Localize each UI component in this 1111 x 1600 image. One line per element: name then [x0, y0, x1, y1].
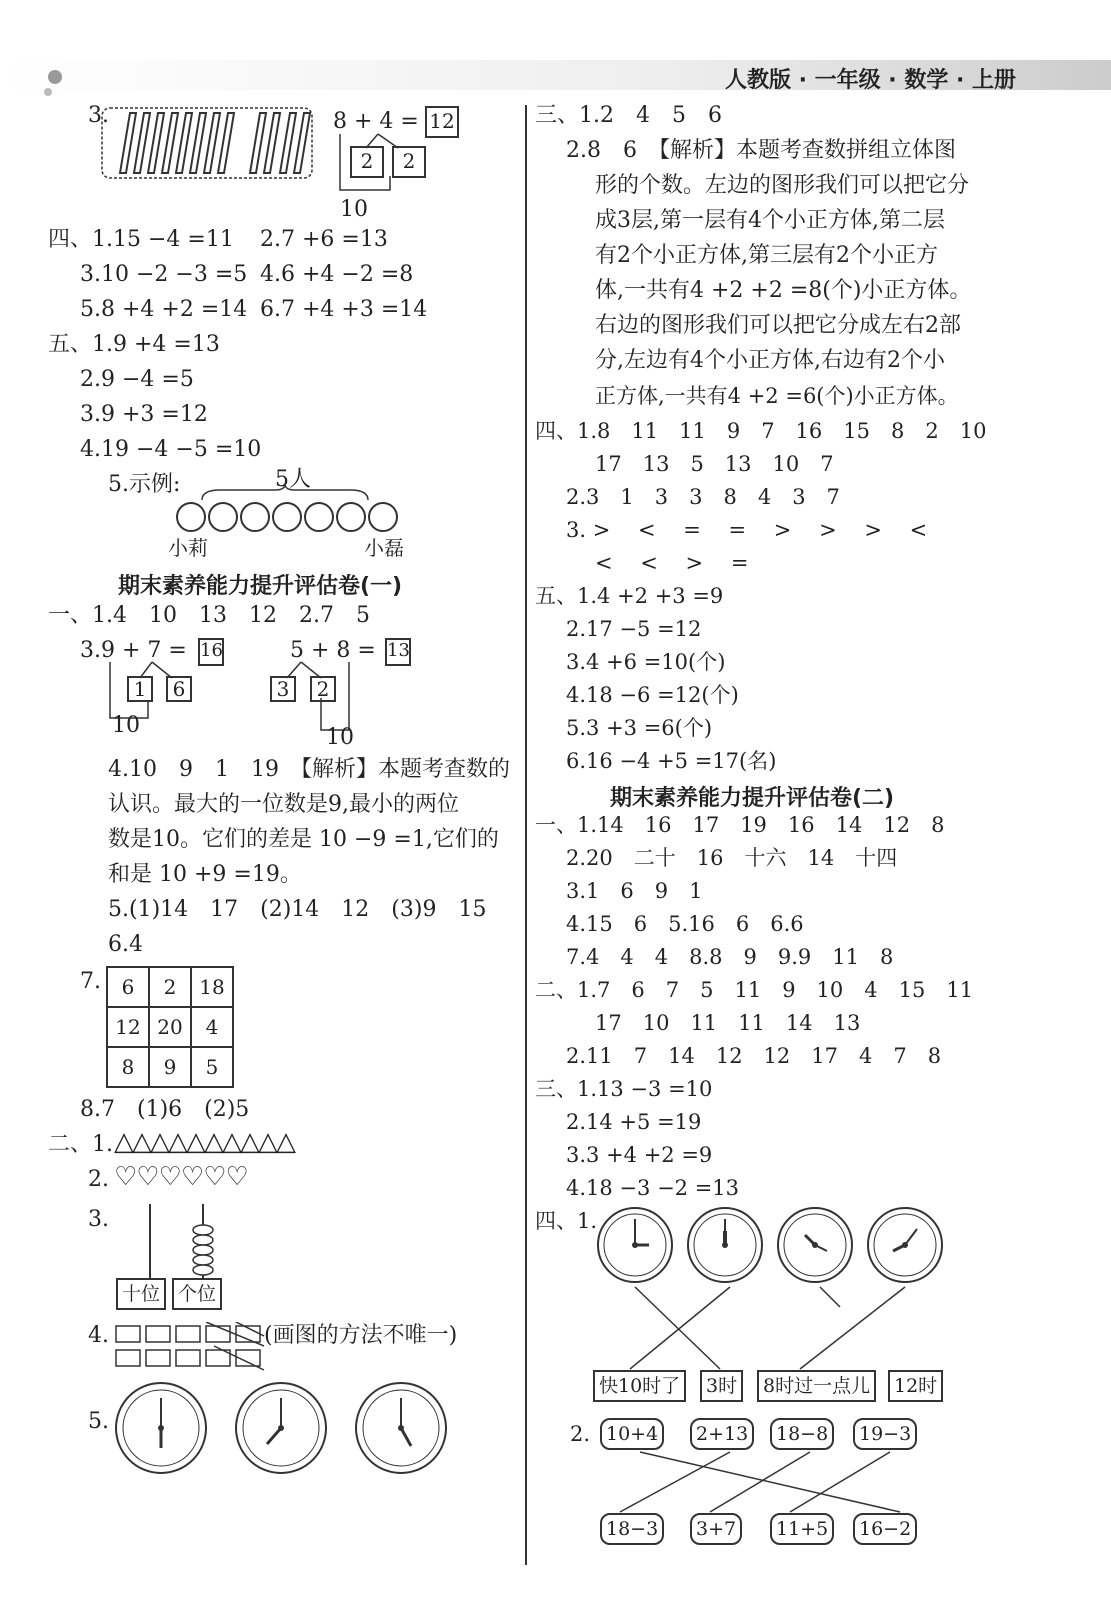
person-circle [368, 502, 398, 532]
q3-equation: 8 + 4 = [333, 109, 419, 134]
person-circle [336, 502, 366, 532]
clock-icon [595, 1205, 675, 1285]
expression-badge-bottom: 18−3 [600, 1513, 664, 1545]
s4-line1b: 2.7 +6 =13 [260, 227, 388, 252]
f3-4: 4.18 −3 −2 =13 [566, 1176, 740, 1200]
f2-2: 2.11 7 14 12 12 17 4 7 8 [566, 1044, 942, 1068]
f3-1: 三、1.13 −3 =10 [535, 1077, 713, 1101]
sticks-drawing [100, 103, 320, 183]
f1-3: 3.1 6 9 1 [566, 879, 703, 903]
grid-row [107, 967, 233, 1007]
e1-4-line4: 和是 10 +9 =19。 [108, 862, 302, 887]
q3-box-1: 2 [350, 146, 384, 178]
grid-cell: 2 [149, 967, 191, 1007]
f1-4: 4.15 6 5.16 6 6.6 [566, 912, 804, 936]
expression-badge-bottom: 3+7 [690, 1513, 742, 1545]
grid-cell: 6 [107, 967, 149, 1007]
r4-2: 2.3 1 3 3 8 4 3 7 [566, 485, 840, 509]
e1-3a-ten: 10 [112, 713, 140, 738]
s5-5-right-name: 小磊 [364, 536, 404, 560]
e1-7: 7. [80, 969, 101, 994]
person-circle [272, 502, 302, 532]
s5-2: 2.9 −4 =5 [80, 367, 194, 392]
e1-3b-ten: 10 [326, 725, 354, 750]
r3-2-line5: 体,一共有4 +2 +2 =8(个)小正方体。 [595, 278, 972, 303]
s5-5-people: 5人 [275, 467, 311, 492]
r5-3: 3.4 +6 =10(个) [566, 650, 726, 674]
e1-3b-box-1: 3 [270, 676, 296, 702]
clock-icon [775, 1205, 855, 1285]
grid-cell: 4 [191, 1007, 233, 1047]
clock-label-3: 8时过一点儿 [757, 1370, 876, 1402]
magic-grid [106, 966, 234, 1088]
f2-1b: 17 10 11 11 14 13 [595, 1011, 861, 1035]
r3-2-line7: 分,左边有4个小正方体,右边有2个小 [595, 348, 945, 373]
rectangles-drawing [114, 1322, 274, 1372]
e1-3a-answer: 16 [198, 638, 224, 666]
clock-icon [113, 1380, 209, 1476]
grid-cell: 12 [107, 1007, 149, 1047]
r3-2-line8: 正方体,一共有4 +2 =6(个)小正方体。 [595, 384, 959, 408]
e1-3b-box-2: 2 [310, 676, 336, 702]
grid-cell: 20 [149, 1007, 191, 1047]
r5-5: 5.3 +3 =6(个) [566, 716, 713, 740]
expression-badge-top: 10+4 [600, 1418, 664, 1450]
e2-4-note: (画图的方法不唯一) [264, 1323, 458, 1348]
person-circle [208, 502, 238, 532]
e1-6: 6.4 [108, 932, 143, 957]
e1-4-line1: 4.10 9 1 19 【解析】本题考查数的 [108, 757, 510, 782]
column-divider [525, 105, 527, 1565]
clock-icon [353, 1380, 449, 1476]
e1-4-line2: 认识。最大的一位数是9,最小的两位 [108, 792, 459, 817]
r3-2-line2: 形的个数。左边的图形我们可以把它分 [595, 173, 970, 198]
person-circle [240, 502, 270, 532]
e2-2: 2. [88, 1167, 109, 1192]
f3-2: 2.14 +5 =19 [566, 1110, 702, 1134]
f3-3: 3.3 +4 +2 =9 [566, 1143, 713, 1167]
e2-4: 4. [88, 1323, 109, 1348]
r4-3a: 3. > < = = > > > < [566, 518, 928, 542]
s4-line1a: 四、1.15 −4 =11 [48, 227, 234, 252]
e2-2-hearts: ♡♡♡♡♡♡ [114, 1162, 248, 1192]
grid-cell: 5 [191, 1047, 233, 1087]
clock-icon [865, 1205, 945, 1285]
r5-2: 2.17 −5 =12 [566, 617, 702, 641]
r5-6: 6.16 −4 +5 =17(名) [566, 749, 777, 773]
e1-3a-box-1: 1 [127, 676, 153, 702]
s5-4: 4.19 −4 −5 =10 [80, 437, 262, 462]
f1-7: 7.4 4 4 8.8 9 9.9 11 8 [566, 945, 894, 969]
section-title-1: 期末素养能力提升评估卷(一) [118, 574, 403, 599]
header-dot-small [44, 88, 52, 96]
person-circle [176, 502, 206, 532]
header-dot-large [48, 70, 62, 84]
expression-badge-top: 2+13 [690, 1418, 754, 1450]
s5-1: 五、1.9 +4 =13 [48, 332, 220, 357]
e1-3b: 5 + 8 = [290, 638, 376, 663]
grid-row [107, 1047, 233, 1087]
s4-line3b: 6.7 +4 +3 =14 [260, 297, 428, 322]
r3-2-line3: 成3层,第一层有4个小正方体,第二层 [595, 208, 945, 233]
person-circle [304, 502, 334, 532]
r5-1: 五、1.4 +2 +3 =9 [535, 584, 724, 608]
grid-cell: 18 [191, 967, 233, 1007]
e1-8: 8.7 (1)6 (2)5 [80, 1097, 250, 1122]
r3-2-line4: 有2个小正方体,第三层有2个小正方 [595, 243, 938, 268]
clock-label-4: 12时 [888, 1370, 943, 1402]
expression-badge-bottom: 16−2 [853, 1513, 917, 1545]
e1-3a-box-2: 6 [166, 676, 192, 702]
s5-5: 5.示例: [108, 472, 181, 497]
e1-3b-answer: 13 [385, 638, 411, 666]
grid-cell: 9 [149, 1047, 191, 1087]
expression-badge-top: 18−8 [770, 1418, 834, 1450]
e1-4-line3: 数是10。它们的差是 10 −9 =1,它们的 [108, 827, 499, 852]
clock-label-2: 3时 [700, 1370, 743, 1402]
s5-5-brace [200, 484, 370, 504]
grid-cell: 8 [107, 1047, 149, 1087]
s5-3: 3.9 +3 =12 [80, 402, 208, 427]
e2-3: 3. [88, 1207, 109, 1232]
header-title: 人教版 · 一年级 · 数学 · 上册 [724, 68, 1016, 93]
f1-2: 2.20 二十 16 十六 14 十四 [566, 846, 898, 870]
q3-ten: 10 [340, 197, 368, 222]
r4-1a: 四、1.8 11 11 9 7 16 15 8 2 10 [535, 419, 987, 443]
r5-4: 4.18 −6 =12(个) [566, 683, 739, 707]
q3-box-2: 2 [392, 146, 426, 178]
clock-label-1: 快10时了 [593, 1370, 686, 1402]
q3-number: 3. [88, 103, 109, 128]
abacus-ones-label: 个位 [172, 1278, 222, 1310]
s4-line2b: 4.6 +4 −2 =8 [260, 262, 414, 287]
r3-2-line1: 2.8 6 【解析】本题考查数拼组立体图 [566, 138, 956, 163]
abacus-tens-label: 十位 [116, 1278, 166, 1310]
e1-1: 一、1.4 10 13 12 2.7 5 [48, 603, 370, 628]
e1-5: 5.(1)14 17 (2)14 12 (3)9 15 [108, 897, 487, 922]
expression-match-lines [600, 1450, 940, 1520]
expression-badge-bottom: 11+5 [770, 1513, 834, 1545]
f4-1: 四、1. [535, 1209, 598, 1233]
f1-1: 一、1.14 16 17 19 16 14 12 8 [535, 813, 945, 837]
clock-icon [685, 1205, 765, 1285]
r4-1b: 17 13 5 13 10 7 [595, 452, 834, 476]
r3-2-line6: 右边的图形我们可以把它分成左右2部 [595, 313, 961, 338]
e2-1: 二、1. [48, 1132, 113, 1157]
grid-row [107, 1007, 233, 1047]
f2-1a: 二、1.7 6 7 5 11 9 10 4 15 11 [535, 978, 974, 1002]
e1-3a: 3.9 + 7 = [80, 638, 187, 663]
expression-badge-top: 19−3 [853, 1418, 917, 1450]
s4-line2a: 3.10 −2 −3 =5 [80, 262, 248, 287]
e2-1-triangles: △△△△△△△△△△ [114, 1127, 294, 1157]
e2-5: 5. [88, 1409, 109, 1434]
f4-2: 2. [570, 1422, 591, 1446]
abacus-drawing [110, 1200, 240, 1280]
clock-icon [233, 1380, 329, 1476]
section-title-2: 期末素养能力提升评估卷(二) [610, 786, 895, 811]
q3-answer-box: 12 [425, 106, 459, 138]
r4-3b: < < > = [595, 551, 749, 575]
s4-line3a: 5.8 +4 +2 =14 [80, 297, 248, 322]
r3-1: 三、1.2 4 5 6 [535, 103, 722, 128]
s5-5-left-name: 小莉 [168, 536, 208, 560]
